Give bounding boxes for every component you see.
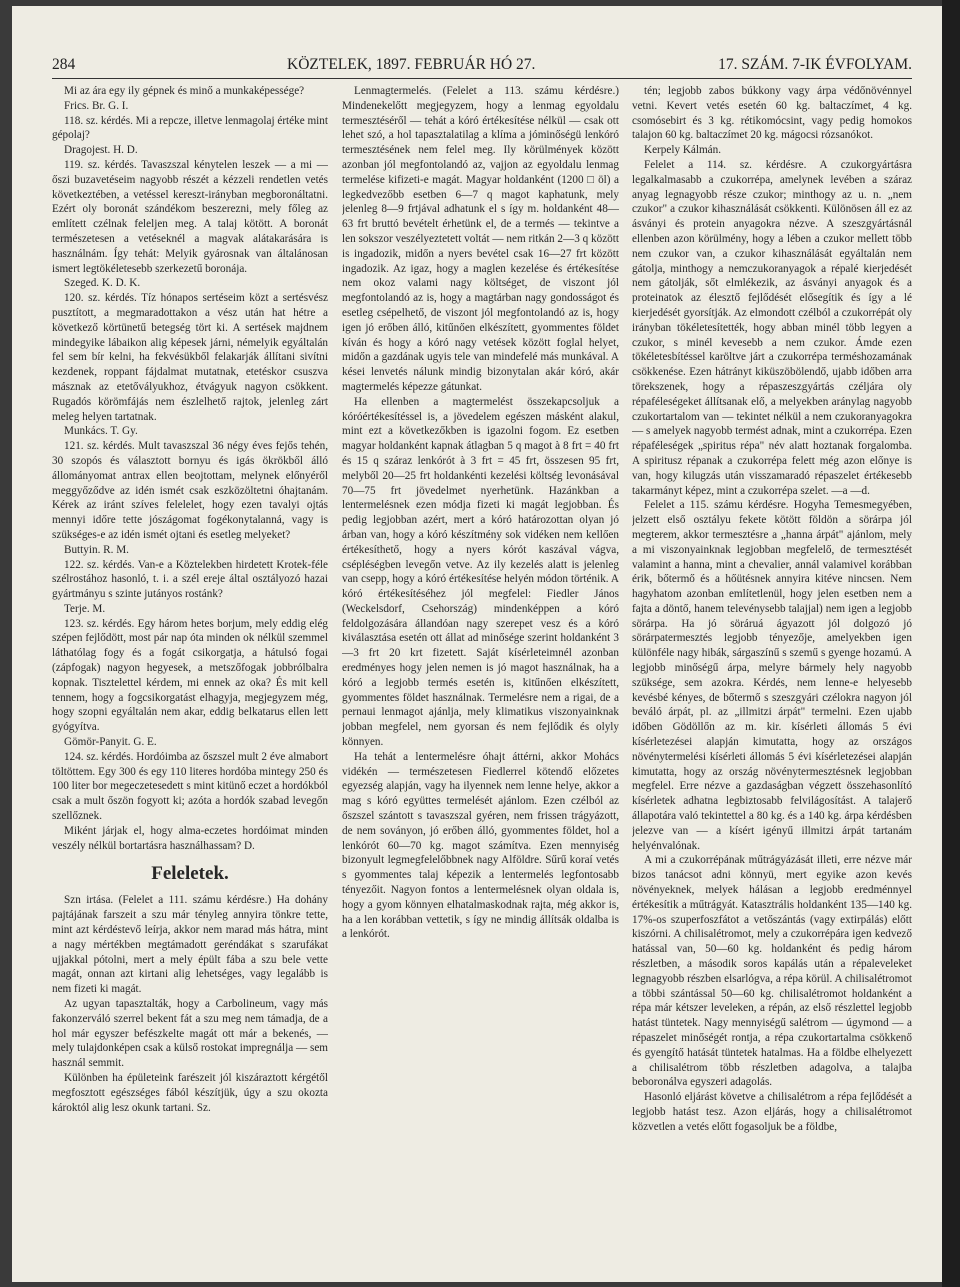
- paragraph: Lenmagtermelés. (Felelet a 113. számu kérdésre.) Mindenekelőtt megjegyzem, hogy a lenmag egyoldalu termesztéséről — tehát a kóró értékesítése nélkül — csak ott lehet szó, a hol tapasztalatilag a klíma a jóminőségü lenkóró termesztésének nem felel meg. Ily körülmények között azonban jól megfontolandó az, vajjon az egyoldalu lenmag termelése kifizeti-e magát. Magyar holdanként (1200 □ öl) a legkedvezőbb esetben 6—7 q magot kaphatunk, mely jelenleg 8—9 frtjával adhatunk el s így m. holdanként 48—63 frt bruttó bevételt érhetünk el, de a termés — tekintve a len sokszor veszélyeztetett voltát — nem ritkán 2—3 q között is ingadozik, midőn a nyers bevétel csak 16—27 frt között ingadozik. Az igaz, hogy a maglen kezelése és értékesítése nem okoz valami nagy költséget, de viszont jól megfontolandó az is, hogy a magtárban nagy gondosságot és esetleg csépelhető, de viszont jól megfontolandó az is, hogy igen jó erőben álló, kitűnően elkészített, gyommentes földet kíván és hogy a kóró nagy vetések között foglal helyet, midőn a gazdának ugyis tele van mindefelé más munkával. A kései lenvetés nálunk mindig bizonytalan akár kóró, akár magtermelés képezze gátunkat.: [342, 85, 619, 393]
- paragraph: tén; legjobb zabos búkkony vagy árpa védőnövénnyel vetni. Kevert vetés esetén 60 kg. baltaczímet, 4 kg. csomósebirt és 3 kg. rétikomócsint, vagy pedig homokos talajon 60 kg. baltaczímet 20 kg. mágocsi rózsanókot.: [632, 85, 912, 142]
- paragraph: Felelet a 115. számu kérdésre. Hogyha Temesmegyében, jelzett első osztályu fekete kötött földön a sörárpa jól megterem, akkor termesztésre a „hanna árpát" ajánlom, mely a mi viszonyainknak legjobban megfelelő, de termesztését valamint a hanna, mint a chevalier, annál valamivel korábban érik, bőtermő és a hőütésnek annyira kitéve nincsen. Nem hagyhatom azonban említetlenül, hogy jelen esetben nem a fajta a döntő, hanem televénysebb talajjal) nem igen a legjobb sörárpa. Ha jó söráruá ágyazott jól dolgozó jó sörárpatermesztés legjobb tényezője, amelyekben igen különféle nagy hibák, sárgaszínű s szemű s gyenge hozamú. A legjobb minőségű árpa, melyre bármely hely nagyobb szüksége, sem azokra. Kérdés, nem lenne-e helyesebb kevésbé kényes, de bőtermő s szeszgyári czélokra nagyon jól beváló árpát, pl. az „illmitzi árpát" termelni. Ezen ujabb időben Gödöllőn az m. kir. kísérleti állomás 5 évi kísérletezései alapján kimutatta, hogy az országos növénytermelési kísérleti állomás 5 évi kísérletezései alapján kimutatta, hogy az ország növénytermesztésnek legjobban megfelel. Erre nézve a gazdaságban végzett összehasonlító kísérletek adhatna legbiztosabb felvilágosítást. A talajerő állapotára való tekintettel a 80 kg. és a 140 kg. árpa kérdésben jelezve van — a kísért igényű illmitzi árpát tartanám helyénvalónak.: [632, 499, 912, 852]
- paragraph: Terje. M.: [64, 602, 106, 615]
- newspaper-page: [12, 6, 942, 1282]
- paragraph: Munkács. T. Gy.: [64, 425, 138, 438]
- paragraph: Hasonló eljárást követve a chilisalétrom a répa fejlődését a legjobb hatást tesz. Azon eljárás, hogy a chilisalétromot közvetlen a vetés előtt fogasoljuk be a földbe,: [632, 1091, 912, 1133]
- column-left: [52, 84, 328, 1282]
- page-number: 284: [52, 56, 76, 73]
- paragraph: Dragojest. H. D.: [64, 144, 138, 157]
- paragraph: Felelet a 114. sz. kérdésre. A czukorgyártásra legalkalmasabb a czukorrépa, amelynek levében a száraz anyag legnagyobb része czukor; minthogy az u. n. „nem czukor" a czukor kihasználását csökkenti. Különösen áll ez az ásványi és protein anyagokra nézve. A szeszgyártásnál ellenben azon körülmény, hogy a lében a czukor mellett több nem czukor van, a czukor kihasználását egyáltalán nem gátolja, minthogy a nemczukoranyagok a répalé kierjedését nem gátolják, sőt elmlékezik, az ásványi anyagok és a proteinatok az élesztő fejlődését elősegítik és így a lé kierjedését gyorsítják. Az elmondott czélból a czukorrépát oly irányban tökéletesítették, hogy abban minél több legyen a czukor, s minél kevesebb a nem czukor. Ámde ezen tökéletesbítéssel karöltve járt a czukorrépa terméshozamának csökkenése. Ezen hátrányt kiküszöbölendő, ujabb időben arra törekszenek, hogy a répaszeszgyártás czéljára oly répaféleségeket állítsanak elő, a melyekben aránylag nagyobb czukortartalom van — tekintet nélkül a nem czukoranyagokra — s amelyek nagyobb termést adnak, mint a czukorrépa. Ezen répaféleségek „spiritus répa" név alatt hoztanak forgalomba. A spiritusz répanak a czukorrépa felett még azon előnye is van, hogy kilugzás után visszamaradó répaszelet értékesebb takarmányt képez, mint a czukorrépa szelet. —a —d.: [632, 158, 912, 497]
- paragraph: 120. sz. kérdés. Tíz hónapos sertéseim közt a sertésvész pusztított, a megmaradottakon a vész után hat hétre a következő körtünetű betegség tört ki. A sertések majdnem mindegyike lábaikon alig képesek járni, némelyik egyáltalán fel sem bír kelni, ha fekvésükből felakarják állítani sivítni kezdenek, roppant fájdalmat mutatnak, etetéskor csuszva másznak az etetővályukhoz, étvágyuk nagyon csökkent. Rugadós körömfájás nem észlelhető rajtok, jelenleg zárt meleg helyen tartatnak.: [52, 292, 328, 423]
- paragraph: 124. sz. kérdés. Hordóimba az őszszel mult 2 éve almabort töltöttem. Egy 300 és egy 110 literes hordóba mintegy 250 és 100 liter bor megeczetesedett s mint kitünő eczet a hordókból csak a mult őszön fogyott ki; azóta a hordók szabad levegőn szellőznek.: [52, 750, 328, 823]
- paragraph: Buttyin. R. M.: [64, 543, 129, 556]
- publication-title: KÖZTELEK, 1897. FEBRUÁR HÓ 27.: [287, 56, 536, 73]
- paragraph: A mi a czukorrépának műtrágyázását illeti, erre nézve már bizos tanácsot adni könnyü, mert egyike azon kevés növényeknek, melyek hálásan a legjobb eredménnyel értékesítik a műtrágyát. Katasztrális holdanként 135—140 kg. 17%-os szuperfoszfátot a vetőszántás (vagy extirpálás) előtt kiszórni. A chilisalétromot, mely a czukorrépára igen kedvező hatással van, 50—60 kg. holdanként és pedig három részletben, a második soros kapálás után a répaleveleket legnagyobb részben elsarlógva, a répa körül. A chilisalétromot a többi szántással 50—60 kg. chilisalétromot holdanként a répa már kétszer leveleken, a répán, az első részlettel legjobb hatást tüntetek. Nagy mennyiségű salétrom — úgymond — a répaszelet minőségét rontja, a répa czukortartalma csökkenő és gyengítő hatását tüntetek hatalmas. Ha a földbe elhelyezett a chilisalétrom több részletben adagolva, a talajba beboronálva egyszeri adagolás.: [632, 854, 912, 1089]
- issue-number: 17. SZÁM. 7-IK ÉVFOLYAM.: [718, 56, 912, 73]
- paragraph: Frics. Br. G. I.: [64, 99, 129, 112]
- paragraph: Gömör-Panyit. G. E.: [64, 736, 157, 749]
- paragraph: Különben ha épületeink farészeit jól kiszáraztott kérgétől megfosztott egészséges fából készítjük, úgy a szu okozta károktól alig lesz okunk tartani. Sz.: [52, 1072, 328, 1114]
- paragraph: Szn irtása. (Felelet a 111. számu kérdésre.) Ha dohány pajtájának farszeit a szu már tényleg annyira tönkre tette, mint azt kérdéstevő leírja, akkor nem marad más hátra, mint a nagy mértékben megtámadott geréndákat s szarufákat ujjakkal pótolni, mert a mely épült fába a szu bele vette magát, onnan azt kirtani alig lehetséges, vagy legalább is nem fizeti ki magát.: [52, 894, 328, 996]
- page-header: [52, 56, 912, 78]
- paragraph: 118. sz. kérdés. Mi a repcze, illetve lenmagolaj értéke mint gépolaj?: [52, 114, 328, 142]
- paragraph: 119. sz. kérdés. Tavaszszal kénytelen leszek — a mi — őszi buzavetéseim nagyobb részét a kézzeli rendetlen vetés következtében, a vetéssel kereszt-irányban megboronáltatni. Ezért oly boronát szándékom beszerezni, mely főleg az említett czélnak feleljen meg. A talaj kötött. A boronát természetesen a vetéseknél a magvak alátakarására is használnám. Így tehát: Melyik gyárosnak van általánosan ismert legtökéletesebb szerkezetű boronája.: [52, 158, 328, 275]
- paragraph: Miként járjak el, hogy alma-eczetes hordóimat minden veszély nélkül bortartásra használhassam? D.: [52, 824, 328, 852]
- paragraph: 123. sz. kérdés. Egy három hetes borjum, mely eddig elég szépen fejlődött, most pár nap óta minden ok nélkül szemmel láthatólag fogy és a fogát csikorgatja, a hátulsó fogai (zápfogak) nagyon hegyesek, a metszőfogak jobbrólbalra kopnak. Tisztelettel kérdem, mi ennek az oka? És mit kell tennem, hogy a fogcsikorgatást elhagyja, megjegyzem még, hogy szopni egyáltalán nem akar, eddig belkatarus ellen lett gyógyítva.: [52, 617, 328, 734]
- header-rule: [52, 78, 912, 79]
- paragraph: Az ugyan tapasztalták, hogy a Carbolineum, vagy más fakonzerváló szerrel bekent fát a szu meg nem támadja, de a hol már egyszer befészkelte magát ott már a bekenés, — mely tulajdonképen csak a külső rostokat impregnálja — sem használ semmit.: [52, 998, 328, 1070]
- paragraph: Ha tehát a lentermelésre óhajt áttérni, akkor Mohács vidékén — természetesen Fiedlerrel kötendő előzetes egyezség alapján, vagy ha ilyennek nem lenne helye, akkor a mag s kóró együttes termelését ajánlom. Ezen czélból az őszszel szántott s tavaszszal gyéren, nem frissen trágyázott, de nem soványon, jó erőben álló, gyommentes földet, hol a lenkórót 60—70 kg. magot számítva. Ezen mennyiség bizonyult legmegfelelőbbnek nagy Alföldre. Sűrű koraí vetés s gyommentes talaj képezik a lentermelés legfontosabb tényezőit. Nagyon fontos a lentermelésnek olyan oldala is, hogy a gyom könnyen elhatalmaskodnak rajta, még akkor is, ha a len korábban vettetik, s így ne mindig állítsák oldalba is a lenkórót.: [342, 750, 619, 941]
- section-heading: Feleletek.: [151, 863, 229, 885]
- column-middle: [342, 84, 619, 1282]
- paragraph: Szeged. K. D. K.: [64, 277, 141, 290]
- paragraph: Kerpely Kálmán.: [644, 144, 722, 157]
- paragraph: Mi az ára egy ily gépnek és minő a munkaképessége?: [64, 85, 305, 97]
- paragraph: Ha ellenben a magtermelést összekapcsoljuk a kóróértékesítéssel is, a jövedelem egészen másként alakul, mint ezt a következőkben is igazolni fogom. Ez esetben magyar holdanként kapnak átlagban 5 q magot à 8 frt = 40 frt és 15 q száraz lenkórót à 3 frt = 45 frt, összesen 95 frt, melyből 20—25 frt holdankénti kezelési költség levonásával 70—75 frt jövedelmet nyerhetünk. Hazánkban a lentermelésnek ezen módja fizeti ki magát legjobban. És pedig legjobban azért, mert a kóró határozottan olyan jó árban van, hogy a kóró készítmény sok vidéken nem kellően értékesíthető, hogy a nyers kórót kaszával vágva, csépléségben levegőn vetve. Az ily kezelés alatt is jelenleg van csepp, hogy a kóró értékesítése helyén módon történik. A kóró értékesítéséhez jól megfelel: Fiedler János (Weckelsdorf, Csehország) mindenképpen a kóró feldolgozására állandóan nagy szerepet vesz és a kóró kiválasztása esetén ott állat ad minősége szerint holdanként 3—3 frt 20 krt fizetett. Saját kísérleteimnél azonban eredményes hogy jelen nemen is jó magot használnak, ha a kóró a legjobb termés esetén is, kitűnően elkészített, gyommentes földet használnak. Termelésre nem a rigai, de a pernaui lenmagot ajánlja, mely klimatikus viszonyainknak jobban megfelel, nem gyorsan és nem fejlődik és olyly könnyen.: [342, 395, 619, 749]
- paragraph: 121. sz. kérdés. Mult tavaszszal 36 négy éves fejős tehén, 30 szopós és választott bornyu és igás ökrökből álló állományomat antrax ellen beojtottam, melynek előnyéről meggyőződve az idén ismét csak eszközöltetni óhajtanám. Kérek az iránt szíves felelelet, hogy ezen tavalyi ojtás mennyi időre tette jószágomat fogékonytalanná, vagy is szükséges-e az idén ismét ojtani és esetleg melyeket?: [52, 440, 328, 541]
- page-edge: [942, 0, 960, 1287]
- paragraph: 122. sz. kérdés. Van-e a Köztelekben hirdetett Krotek-féle szélrostához hasonló, t. i. a szél ereje által osztályozó hazai gyártmányu s szinte jutányos rostánk?: [52, 558, 328, 601]
- column-right: [632, 84, 912, 1282]
